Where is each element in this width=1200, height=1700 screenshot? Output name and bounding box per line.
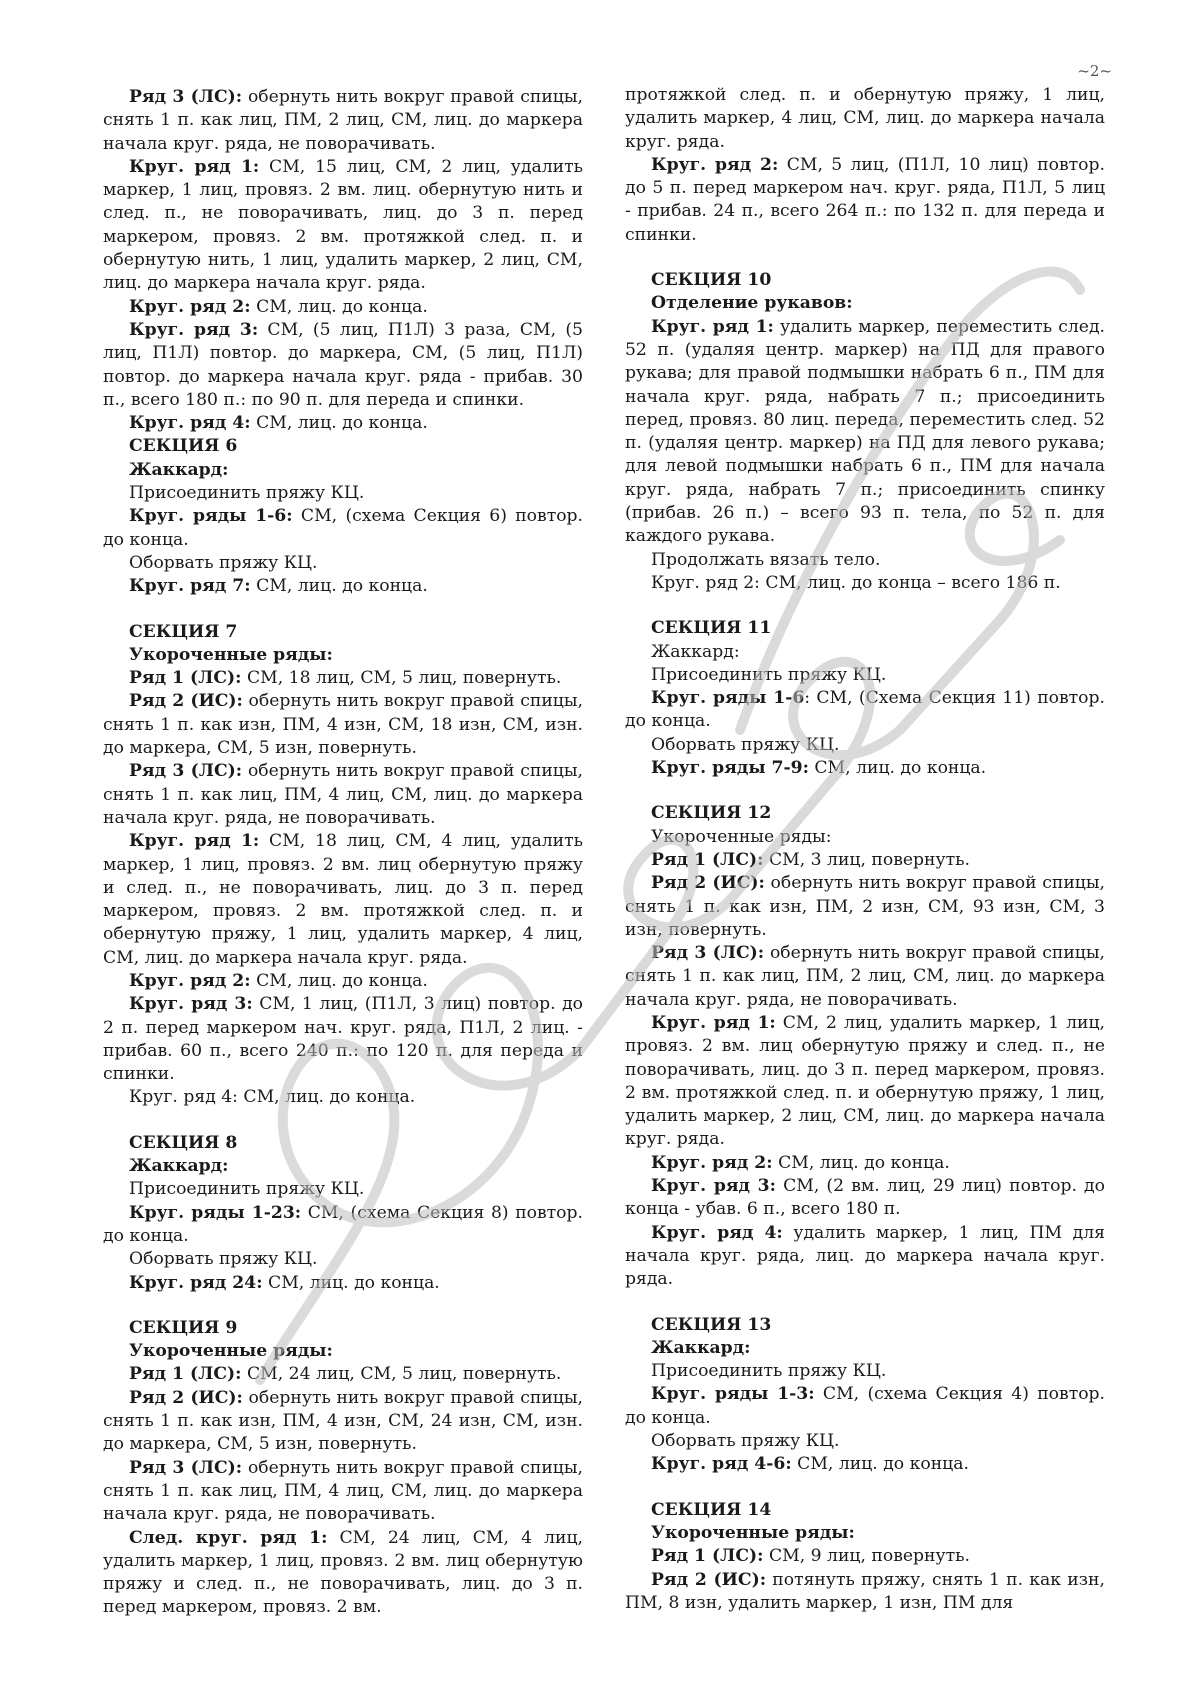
paragraph-gap <box>625 1292 1105 1314</box>
section-heading: СЕКЦИЯ 11 <box>651 618 772 639</box>
row-text: СМ, 3 лиц, повернуть. <box>763 849 970 870</box>
row-label: Круг. ряд 3: <box>129 994 253 1015</box>
subheading: Укороченные ряды: <box>129 644 333 665</box>
instruction-row <box>625 1545 1105 1568</box>
row-label: Круг. ряд 2: <box>651 154 779 175</box>
instruction-row <box>103 1457 583 1527</box>
row-label: Ряд 1 (ЛС): <box>129 1364 242 1385</box>
row-label: Круг. ряд 3: <box>651 1176 776 1197</box>
row-label: Круг. ряд 4: <box>129 413 251 434</box>
row-label: Ряд 1 (ЛС): <box>129 668 242 689</box>
row-text: удалить маркер, 1 лиц, ПМ для начала круг. ряда, лиц. до маркера начала круг. ряда. <box>625 1222 1105 1290</box>
row-label: Круг. ряд 1: <box>129 156 260 177</box>
instruction-row <box>103 993 583 1086</box>
instruction-line: Присоединить пряжу КЦ. <box>129 483 365 504</box>
row-label: Круг. ряд 2: <box>129 970 251 991</box>
instruction-line: Присоединить пряжу КЦ. <box>651 664 887 685</box>
row-text: СМ, лиц. до конца. <box>791 1454 969 1475</box>
section-heading: СЕКЦИЯ 14 <box>651 1499 772 1520</box>
instruction-row <box>625 1569 1105 1616</box>
instruction-line: Присоединить пряжу КЦ. <box>651 1361 887 1382</box>
left-column <box>103 86 583 1620</box>
row-text: СМ, лиц. до конца. <box>262 1272 440 1293</box>
instruction-row <box>625 1453 1105 1476</box>
instruction-row <box>103 830 583 970</box>
row-text: СМ, (схема Секция 4) повтор. до конца. <box>625 1384 1106 1428</box>
paragraph-gap <box>103 1295 583 1317</box>
instruction-row <box>103 667 583 690</box>
paragraph-gap <box>625 247 1105 269</box>
instruction-row <box>103 86 583 156</box>
instruction-row <box>625 872 1105 942</box>
instruction-line: Продолжать вязать тело. <box>651 549 881 570</box>
instruction-row <box>103 505 583 552</box>
instruction-row <box>625 687 1105 734</box>
instruction-line: Оборвать пряжу КЦ. <box>129 1249 318 1270</box>
row-label: Ряд 3 (ЛС): <box>651 943 765 964</box>
row-text: СМ, 2 лиц, удалить маркер, 1 лиц, провяз. 2 вм. лиц обернутую пряжу и след. п., не поворачивать, лиц. до 3 п. перед маркером, провяз. 2 вм. протяжкой след. п. и обернутую пряжу, 1 лиц, удалить маркер, 2 лиц, СМ, лиц. до маркера начала круг. ряда. <box>625 1012 1105 1150</box>
instruction-row <box>625 316 1105 549</box>
row-text: СМ, лиц. до конца. <box>250 413 428 434</box>
right-column <box>625 84 1105 1615</box>
subheading: Жаккард: <box>129 1156 229 1177</box>
subheading: Жаккард: <box>651 1337 751 1358</box>
row-text: СМ, лиц. до конца. <box>250 576 428 597</box>
row-text: СМ, (2 вм. лиц, 29 лиц) повтор. до конца - убав. 6 п., всего 180 п. <box>625 1176 1105 1220</box>
row-label: Круг. ряды 7-9: <box>651 758 809 779</box>
instruction-row <box>103 1387 583 1457</box>
instruction-row <box>625 1012 1105 1152</box>
row-text: обернуть нить вокруг правой спицы, снять 1 п. как изн, ПМ, 2 изн, СМ, 93 изн, СМ, 3 изн, повернуть. <box>625 873 1105 940</box>
row-label: Круг. ряд 2: <box>129 296 251 317</box>
instruction-row <box>625 757 1105 780</box>
row-text: СМ, лиц. до конца. <box>808 758 987 779</box>
row-label: Круг. ряд 7: <box>129 576 251 597</box>
paragraph-gap <box>103 1110 583 1132</box>
row-text: СМ, 18 лиц, СМ, 5 лиц, повернуть. <box>241 668 562 689</box>
row-text: обернуть нить вокруг правой спицы, снять 1 п. как изн, ПМ, 4 изн, СМ, 24 изн, СМ, изн. до маркера, СМ, 5 изн, повернуть. <box>103 1387 583 1455</box>
row-label: Круг. ряды 1-23: <box>129 1202 302 1223</box>
section-heading: СЕКЦИЯ 13 <box>651 1314 772 1335</box>
row-label: Круг. ряды 1-6: <box>129 506 293 527</box>
row-label: Круг. ряд 1: <box>651 1012 776 1033</box>
instruction-row <box>625 1175 1105 1222</box>
row-label: Ряд 2 (ИС): <box>129 691 243 712</box>
instruction-line: Укороченные ряды: <box>651 826 832 847</box>
row-label: Ряд 3 (ЛС): <box>129 761 243 782</box>
row-text: потянуть пряжу, снять 1 п. как изн, ПМ, 8 изн, удалить маркер, 1 изн, ПМ для <box>625 1569 1105 1613</box>
row-label: Круг. ряд 24: <box>129 1272 263 1293</box>
instruction-line: Оборвать пряжу КЦ. <box>651 1431 840 1452</box>
row-text: СМ, 24 лиц, СМ, 5 лиц, повернуть. <box>241 1364 562 1385</box>
instruction-row <box>103 970 583 993</box>
section-heading: СЕКЦИЯ 9 <box>129 1317 238 1338</box>
row-text: СМ, (5 лиц, П1Л) 3 раза, СМ, (5 лиц, П1Л) повтор. до маркера, СМ, (5 лиц, П1Л) повтор. до маркера начала круг. ряда - прибав. 30 п., всего 180 п.: по 90 п. для переда и спинки. <box>103 319 583 410</box>
row-text: СМ, 1 лиц, (П1Л, 3 лиц) повтор. до 2 п. перед маркером нач. круг. ряда, П1Л, 2 лиц. - прибав. 60 п., всего 240 п.: по 120 п. для переда и спинки. <box>103 994 583 1085</box>
section-heading: СЕКЦИЯ 10 <box>651 270 772 291</box>
paragraph-gap <box>625 1477 1105 1499</box>
row-text: СМ, лиц. до конца. <box>250 296 428 317</box>
row-text: обернуть нить вокруг правой спицы, снять 1 п. как лиц, ПМ, 2 лиц, СМ, лиц. до маркера начала круг. ряда, не поворачивать. <box>625 943 1105 1010</box>
row-label: Круг. ряды 1-3: <box>651 1384 815 1405</box>
instruction-line: Оборвать пряжу КЦ. <box>129 552 318 573</box>
subheading: Жаккард: <box>129 459 229 480</box>
instruction-row <box>103 760 583 830</box>
instruction-line: Круг. ряд 2: СМ, лиц. до конца – всего 186 п. <box>651 572 1061 593</box>
instruction-row <box>103 575 583 598</box>
instruction-line: Жаккард: <box>651 641 740 662</box>
row-text: СМ, лиц. до конца. <box>772 1152 950 1173</box>
instruction-row <box>103 156 583 296</box>
continued-text: протяжкой след. п. и обернутую пряжу, 1 лиц, удалить маркер, 4 лиц, СМ, лиц. до маркера начала круг. ряда. <box>625 85 1105 152</box>
row-label: Ряд 2 (ИС): <box>129 1387 243 1408</box>
instruction-row <box>103 690 583 760</box>
row-label: Ряд 1 (ЛС): <box>651 849 764 870</box>
row-text: СМ, 24 лиц, СМ, 4 лиц, удалить маркер, 1 лиц, провяз. 2 вм. лиц обернутую пряжу и след. п., не поворачивать, лиц. до 3 п. перед маркером, провяз. 2 вм. <box>103 1527 583 1618</box>
row-text: СМ, лиц. до конца. <box>250 970 428 991</box>
instruction-line: Оборвать пряжу КЦ. <box>651 734 840 755</box>
instruction-row <box>103 412 583 435</box>
instruction-row <box>103 1363 583 1386</box>
instruction-line: Присоединить пряжу КЦ. <box>129 1179 365 1200</box>
instruction-row <box>625 154 1105 247</box>
row-label: Круг. ряд 1: <box>129 831 260 852</box>
instruction-row <box>625 1222 1105 1292</box>
row-label: Ряд 2 (ИС): <box>651 1569 767 1590</box>
row-label: Круг. ряды 1-6 <box>651 688 805 709</box>
instruction-row <box>625 849 1105 872</box>
section-heading: СЕКЦИЯ 12 <box>651 803 772 824</box>
instruction-row <box>625 1383 1105 1430</box>
row-label: Круг. ряд 4-6: <box>651 1454 792 1475</box>
row-label: Ряд 1 (ЛС): <box>651 1546 764 1567</box>
section-heading: СЕКЦИЯ 6 <box>129 436 238 457</box>
instruction-row <box>103 1527 583 1620</box>
instruction-row <box>103 296 583 319</box>
row-label: След. круг. ряд 1: <box>129 1527 328 1548</box>
row-text: СМ, 5 лиц, (П1Л, 10 лиц) повтор. до 5 п. перед маркером нач. круг. ряда, П1Л, 5 лиц - прибав. 24 п., всего 264 п.: по 132 п. для переда и спинки. <box>625 154 1105 245</box>
paragraph-gap <box>625 780 1105 802</box>
paragraph-gap <box>103 599 583 621</box>
row-label: Круг. ряд 3: <box>129 319 259 340</box>
page-number: ~2~ <box>1077 62 1112 80</box>
row-text: обернуть нить вокруг правой спицы, снять 1 п. как лиц, ПМ, 2 лиц, СМ, лиц. до маркера начала круг. ряда, не поворачивать. <box>103 87 583 154</box>
instruction-row <box>625 1152 1105 1175</box>
row-label: Ряд 3 (ЛС): <box>129 1457 243 1478</box>
instruction-row <box>625 942 1105 1012</box>
row-text: удалить маркер, переместить след. 52 п. (удаляя центр. маркер) на ПД для правого рукава; для правой подмышки набрать 6 п., ПМ для начала круг. ряда, набрать 7 п.; присоединить перед, провяз. 80 лиц. переда, переместить след. 52 п. (удаляя центр. маркер) на ПД для левого рукава; для левой подмышки набрать 6 п., ПМ для начала круг. ряда, набрать 7 п.; присоединить спинку (прибав. 26 п.) – всего 93 п. тела, по 52 п. для каждого рукава. <box>625 316 1105 547</box>
row-text: обернуть нить вокруг правой спицы, снять 1 п. как лиц, ПМ, 4 лиц, СМ, лиц. до маркера начала круг. ряда, не поворачивать. <box>103 761 583 828</box>
row-text: СМ, 18 лиц, СМ, 4 лиц, удалить маркер, 1 лиц, провяз. 2 вм. лиц обернутую пряжу и след. п., не поворачивать, лиц. до 3 п. перед маркером, провяз. 2 вм. протяжкой след. п. и обернутую пряжу, 1 лиц, удалить маркер, 4 лиц, СМ, лиц. до маркера начала круг. ряда. <box>103 831 583 968</box>
row-text: : СМ, (Схема Секция 11) повтор. до конца. <box>625 688 1105 732</box>
row-label: Круг. ряд 1: <box>651 316 774 337</box>
row-text: обернуть нить вокруг правой спицы, снять 1 п. как изн, ПМ, 4 изн, СМ, 18 изн, СМ, изн. до маркера, СМ, 5 изн, повернуть. <box>103 691 583 759</box>
row-text: СМ, (схема Секция 8) повтор. до конца. <box>103 1202 583 1246</box>
row-text: СМ, 15 лиц, СМ, 2 лиц, удалить маркер, 1 лиц, провяз. 2 вм. лиц. обернутую нить и след. п., не поворачивать, лиц. до 3 п. перед маркером, провяз. 2 вм. протяжкой след. п. и обернутую нить, 1 лиц, удалить маркер, 2 лиц, СМ, лиц. до маркера начала круг. ряда. <box>103 156 583 294</box>
subheading: Укороченные ряды: <box>651 1522 855 1543</box>
row-label: Ряд 3 (ЛС): <box>129 87 243 107</box>
instruction-line: Круг. ряд 4: СМ, лиц. до конца. <box>129 1087 416 1108</box>
row-label: Круг. ряд 4: <box>651 1222 783 1243</box>
subheading: Укороченные ряды: <box>129 1341 333 1362</box>
row-label: Ряд 2 (ИС): <box>651 873 765 894</box>
row-text: обернуть нить вокруг правой спицы, снять 1 п. как лиц, ПМ, 4 лиц, СМ, лиц. до маркера начала круг. ряда, не поворачивать. <box>103 1457 583 1525</box>
section-heading: СЕКЦИЯ 8 <box>129 1132 238 1153</box>
row-text: СМ, 9 лиц, повернуть. <box>763 1546 970 1567</box>
subheading: Отделение рукавов: <box>651 293 853 314</box>
instruction-row <box>103 1272 583 1295</box>
section-heading: СЕКЦИЯ 7 <box>129 621 238 642</box>
row-text: СМ, (схема Секция 6) повтор. до конца. <box>103 506 584 550</box>
paragraph-gap <box>625 595 1105 617</box>
instruction-row <box>103 319 583 412</box>
instruction-row <box>103 1202 583 1249</box>
row-label: Круг. ряд 2: <box>651 1152 773 1173</box>
